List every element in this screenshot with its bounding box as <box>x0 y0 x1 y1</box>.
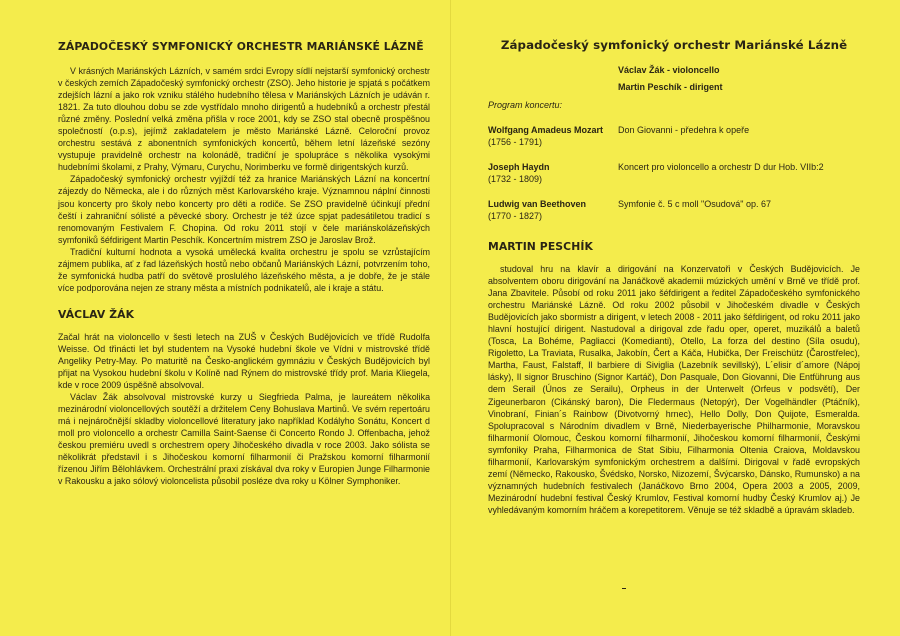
composer <box>488 124 618 148</box>
zak-paragraph: Začal hrát na violoncello v šesti letech na ZUŠ v Českých Budějovicích ve třídě Rudolfa Weisse. Od třinácti let byl studentem na Vysoké hudební škole ve Vídni v mistrovské třídě Angeliky Petry-May. Po maturitě na Česko-anglickém gymnáziu v Českých Budějovicích byl přijat na Vysokou hudební školu v Kolíně nad Rýnem do mistrovské třídy prof. Maria Kliegela, kde v roce 2009 úspěšně absolvoval. <box>58 331 430 391</box>
orchestra-paragraph: Západočeský symfonický orchestr vyjíždí též za hranice Mariánských Lázní na koncertní zájezdy do Německa, ale i do různých měst Karlovarského kraje. Významnou náplní činnosti jsou koncerty pro školy nebo koncerty pro děti a rodiče. Se ZSO pravidelně účinkují přední čeští i zahraniční sólisté a pěvecké sbory. Orchestr je též úzce spjat padesátiletou tradicí s renomovaným Festivalem F. Chopina. Od roku 2011 stojí v čele mariánskolázeňských symfoniků šéfdirigent Martin Peschík. Koncertním mistrem ZSO je Jaroslav Brož. <box>58 174 430 245</box>
work-title: Symfonie č. 5 c moll "Osudová" op. 67 <box>618 199 771 209</box>
zak-paragraph: Václav Žák absolvoval mistrovské kurzy u Siegfrieda Palma, je laureátem několika mezinárodní violoncellových soutěží a držitelem Ceny Bohuslava Martinů. Ve svém repertoáru má i nejnáročnější skladby violoncellové literatury jako například Kodályho Sonátu, Koncert d moll pro violoncello a orchestr Camilla Saint-Saense či Concerto Rondo J. Offenbacha, jehož českou premiéru uvedl s orchestrem opery Jihočeského divadla v roce 2003. Jako sólista se několikrát představil i s Jihočeskou komorní filharmonií či Pražskou komorní filharmonií řízenou Jiřím Bělohlávkem. Orchestrální praxi získával dva roky v Europien Junge Filharmonie v Rakousku a jako sólový violoncelista působil posléze dva roky u Kölner Symphoniker. <box>58 392 430 487</box>
left-panel <box>58 40 430 488</box>
work-title: Don Giovanni - předehra k opeře <box>618 125 750 135</box>
peschik-heading: MARTIN PESCHÍK <box>488 240 593 253</box>
program-label: Program koncertu: <box>488 100 563 110</box>
fold-line <box>450 0 451 636</box>
program-item <box>488 198 860 222</box>
composer-name: Ludwig van Beethoven <box>488 199 587 209</box>
orchestra-paragraph: Tradiční kulturní hodnota a vysoká umělecká kvalita orchestru je spolu se vzrůstajícím zájmem publika, ať z řad lázeňských hostů nebo občanů Mariánských Lázní, potvrzením toho, že symfonická hudba patří do světově proslulého lázeňského města, a je dobře, že je stále více podporována nejen ze strany města a místních podnikatelů, ale i kraje a státu. <box>58 246 430 293</box>
composer-name: Wolfgang Amadeus Mozart <box>488 125 604 135</box>
composer-name: Joseph Haydn <box>488 162 550 172</box>
program-item <box>488 124 860 148</box>
orchestra-paragraph: V krásných Mariánských Lázních, v samém srdci Evropy sídlí nejstarší symfonický orchestr v českých zemích Západočeský symfonický orchestr (ZSO). Jeho historie je spjatá s počátkem zdejších lázní a jako rok vzniku stálého hudebního tělesa v Mariánských Lázních je udáván r. 1821. Za tuto dlouhou dobu se zde vystřídalo mnoho dirigentů a hudebníků a orchestr přestál různé změny. Poslední velká změna přišla v roce 2001, kdy se ZSO stal obecně prospěšnou společností (o.p.s), jejímž zakladatelem je město Mariánské Lázně. Celoroční provoz orchestru sestává z abonentních symfonických koncertů, během letní lázeňské sezóny vystupuje pravidelně orchestr na kolonádě, tradiční je spolupráce s několika vysokými hudebními školami, z Prahy, Výmaru, Curychu, Norimberku ve formě dirigentských kurzů. <box>58 66 430 173</box>
concert-title: Západočeský symfonický orchestr Mariánské Lázně <box>500 38 848 52</box>
composer-years: (1732 - 1809) <box>488 174 543 184</box>
performer-conductor: Martin Peschík - dirigent <box>618 82 723 92</box>
program-item <box>488 161 860 185</box>
composer <box>488 161 618 185</box>
right-panel <box>488 38 860 516</box>
composer-years: (1756 - 1791) <box>488 137 543 147</box>
composer <box>488 198 618 222</box>
work-title: Koncert pro violoncello a orchestr D dur Hob. VIIb:2 <box>618 162 824 172</box>
zak-heading: VÁCLAV ŽÁK <box>58 307 135 321</box>
decorative-dash <box>622 588 626 589</box>
composer-years: (1770 - 1827) <box>488 211 543 221</box>
peschik-paragraph: studoval hru na klavír a dirigování na Konzervatoři v Českých Budějovicích. Je absolventem oboru dirigování na Janáčkově akademii múzických umění v Brně ve třídě prof. Jana Zbavitele. Působí od roku 2011 jako šéfdirigent a ředitel Západočeského symfonického orchestru Mariánské Lázně. Od roku 2002 působil v Jihočeském divadle v Českých Budějovicích jako sbormistr a dirigent, v letech 2008 - 2011 jako šéfdirigent, od roku 2011 jako hlavní hostující dirigent. Nastudoval a dirigoval zde řadu oper, operet, muzikálů a baletů (Tosca, La Bohéme, Pagliacci (Komedianti), Otello, La forza del destino (Síla osudu), Rigoletto, La Traviata, Rusalka, Jakobín, Čert a Káča, Hubička, Der Freischütz (Čarostřelec), Martha, Faust, Falstaff, Il barbiere di Siviglia (Lazebník sevillský), L´elisir d´amore (Nápoj lásky), Il signor Bruschino (Signor Kartáč), Don Pasquale, Don Giovanni, Die Entführung aus dem Serail (Únos ze Serailu), Orpheus in der Unterwelt (Orfeus v podsvětí), Der Zigeunerbaron (Cikánský baron), Die Fledermaus (Netopýr), Der Vogelhändler (Ptáčník), Vinobraní, Finian´s Rainbow (Divotvorný hrnec), Hello Dolly, Don Quijote, Esmeralda. Spolupracoval s Národním divadlem v Brně, Niederbayerische Philharmonie, Moravskou filharmonií Olomouc, Českou komorní filharmonií, Jihočeskou komorní filharmonií, Českými symfoniky Praha, Filharmonica de Stat Sibiu, Filharmonia Oltenia Craiova, Moldavskou filharmonií, Karlovarským symfonickým orchestrem a dalšími. Dirigoval v řadě evropských zemí (Německo, Rakousko, Švédsko, Norsko, Nizozemí, Švýcarsko, Dánsko, Rumunsko) a na významných hudebních festivalech (Janáčkovo Brno 2004, Opera 2003 a 2005, 2009, Mezinárodní hudební festival Český Krumlov, Festival komorní hudby Český Krumlov aj.) Je vyhledávaným komorním hráčem a korepetitorem. Věnuje se též skladbě a úpravám skladeb. <box>488 264 860 515</box>
performer-cellist: Václav Žák - violoncello <box>618 65 720 75</box>
orchestra-heading: ZÁPADOČESKÝ SYMFONICKÝ ORCHESTR MARIÁNSKÉ LÁZNĚ <box>58 40 424 53</box>
